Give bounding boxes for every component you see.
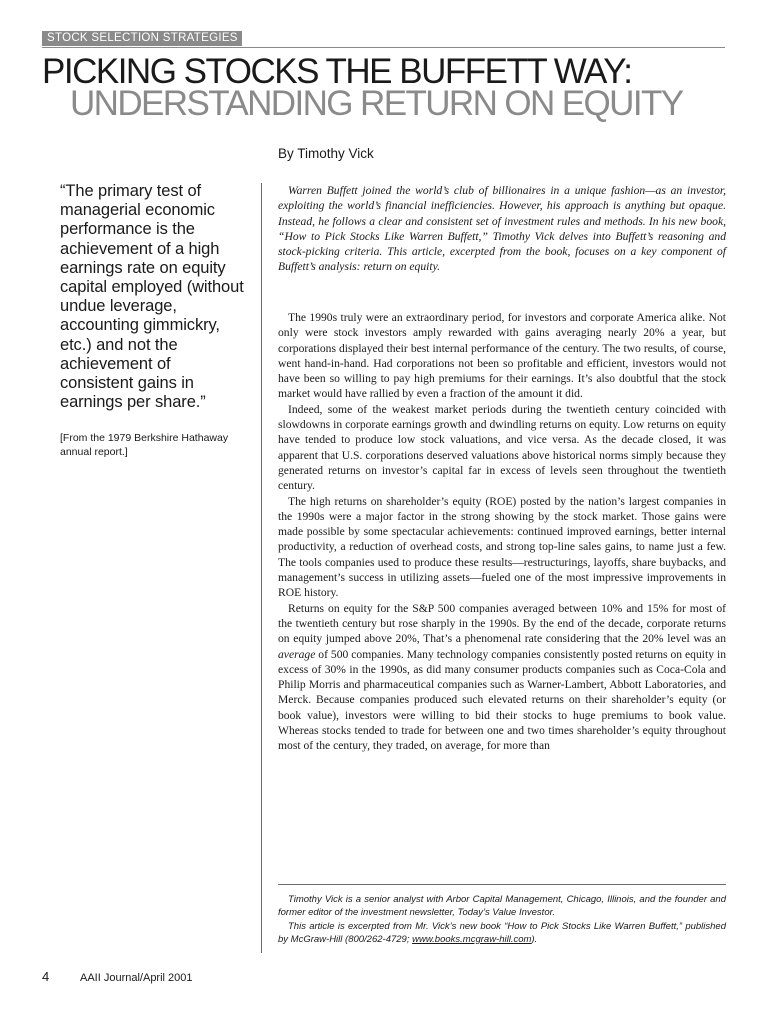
- section-label: STOCK SELECTION STRATEGIES: [42, 31, 242, 46]
- article-title-line2: UNDERSTANDING RETURN ON EQUITY: [70, 84, 683, 123]
- pull-quote-source: [From the 1979 Berkshire Hathaway annual report.]: [60, 432, 229, 458]
- article-intro: [278, 183, 726, 275]
- body-paragraph: [278, 601, 726, 754]
- body-paragraph: Indeed, some of the weakest market periods during the twentieth century coincided with slowdowns in corporate earnings growth and dwindling returns on equity. Low returns on equity have tended to produce low stock valuations, and vice versa. As the decade closed, it was apparent that U.S. corporations deserved valuations above historical norms simply because they generated returns on investor’s capital far in excess of levels seen throughout the twentieth century.: [278, 402, 726, 493]
- footnote-divider: [278, 884, 726, 885]
- body-text-run: Returns on equity for the S&P 500 companies averaged between 10% and 15% for most of the twentieth century but rose sharply in the 1990s. By the end of the decade, corporate returns on equity jumped above 20%, That’s a phenomenal rate considering that the 20% level was an: [278, 601, 726, 646]
- body-paragraph: The 1990s truly were an extraordinary period, for investors and corporate America alike. Not only were stock investors amply rewarded with gains averaging nearly 20% a year, but corporations displayed their best internal performance of the century. The two results, of course, went hand-in-hand. Had corporations not been so profitable and efficient, investors would not have been so willing to pay high premiums for their earnings. It’s also doubtful that the stock market would have rallied by even a fraction of the amount it did.: [278, 311, 726, 401]
- intro-paragraph: Warren Buffett joined the world’s club of billionaires in a unique fashion—as an investor, exploiting the world’s financial inefficiencies. However, his approach is anything but opaque. Instead, he follows a clear and consistent set of investment rules and methods. In his new book, “How to Pick Stocks Like Warren Buffett,” Timothy Vick delves into Buffett’s reasoning and stock-picking criteria. This article, excerpted from the book, focuses on a key component of Buffett’s analysis: return on equity.: [278, 184, 726, 274]
- author-footnote: [278, 893, 726, 946]
- column-divider: [261, 183, 262, 953]
- publisher-link[interactable]: www.books.mcgraw-hill.com: [412, 933, 532, 945]
- journal-citation: AAII Journal/April 2001: [80, 972, 193, 984]
- article-title-line1: PICKING STOCKS THE BUFFETT WAY:: [42, 52, 632, 91]
- body-paragraph: The high returns on shareholder’s equity (ROE) posted by the nation’s largest companies in the 1990s were a major factor in the strong showing by the stock market. Those gains were made possible by some spectacular achievements: continued improved earnings, better internal productivity, a reduction of overhead costs, and strong top-line sales gains, to name just a few. The tools companies used to produce these results—restructurings, layoffs, share buybacks, and management’s success in utilizing assets—fueled one of the most impressive improvements in ROE history.: [278, 494, 726, 600]
- article-body: [278, 310, 726, 754]
- pull-quote: “The primary test of managerial economic performance is the achievement of a high earnings rate on equity capital employed (without undue leverage, accounting gimmickry, etc.) and not the achievement of consistent gains in earnings per share.”: [60, 182, 244, 412]
- page-number: 4: [42, 969, 50, 984]
- excerpt-note: [278, 920, 726, 947]
- body-text-run: of 500 companies. Many technology companies consistently posted returns on equity in excess of 30% in the 1990s, as did many consumer products companies such as Coca-Cola and Philip Morris and pharmaceutical companies such as Warner-Lambert, Abbott Laboratories, and Merck. Because companies produced such elevated returns on their shareholder’s equity (or book value), investors were willing to bid their stocks to huge premiums to book value. Whereas stocks tended to trade for between one and two times shareholder’s equity throughout most of the century, they traded, on average, for more than: [278, 647, 726, 753]
- emphasis-text: average: [278, 647, 316, 661]
- excerpt-text: This article is excerpted from Mr. Vick’s new book “How to Pick Stocks Like Warren Buffett,” published by McGraw-Hill (800/262-4729;: [278, 920, 726, 945]
- author-bio: Timothy Vick is a senior analyst with Arbor Capital Management, Chicago, Illinois, and the founder and former editor of the investment newsletter, Today’s Value Investor.: [278, 894, 726, 919]
- excerpt-text-end: ).: [531, 933, 538, 945]
- section-header-bar: [42, 31, 725, 48]
- byline: By Timothy Vick: [278, 146, 374, 161]
